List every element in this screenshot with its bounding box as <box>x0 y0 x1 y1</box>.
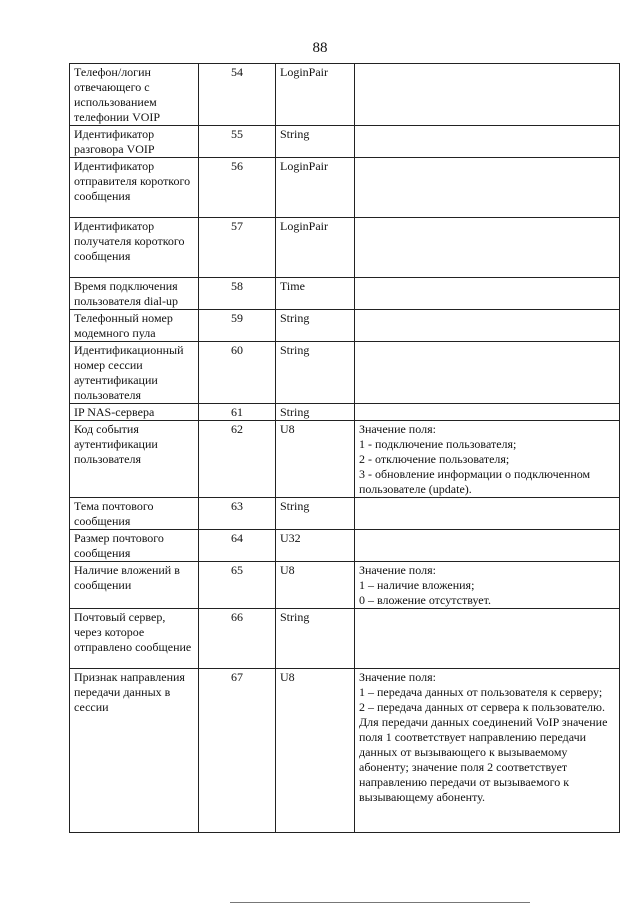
field-name-cell: Код события аутентификации пользователя <box>70 421 199 498</box>
table-row <box>70 609 620 669</box>
table-row <box>70 530 620 562</box>
field-type-cell: LoginPair <box>276 64 355 126</box>
description-line: 2 – передача данных от сервера к пользователю. <box>359 700 605 714</box>
table-row <box>70 64 620 126</box>
field-name-cell: Размер почтового сообщения <box>70 530 199 562</box>
description-line: Значение поля: <box>359 563 436 577</box>
description-line: 1 – наличие вложения; <box>359 578 475 592</box>
table-row <box>70 669 620 833</box>
field-type-cell: String <box>276 609 355 669</box>
description-line: Для передачи данных соединений VoIP значение поля 1 соответствует направлению передачи данных от вызывающего к вызываемому абоненту; значение поля 2 соответствует направлению передачи от вызываемого к вызывающему абоненту. <box>359 715 608 804</box>
field-type-cell: U8 <box>276 562 355 609</box>
field-number-cell: 64 <box>199 530 276 562</box>
table-row <box>70 404 620 421</box>
field-description-cell <box>355 498 620 530</box>
field-type-cell: LoginPair <box>276 218 355 278</box>
field-number-cell: 63 <box>199 498 276 530</box>
field-number-cell: 60 <box>199 342 276 404</box>
field-name-cell: Идентификатор разговора VOIP <box>70 126 199 158</box>
table-row <box>70 421 620 498</box>
field-number-cell: 66 <box>199 609 276 669</box>
field-type-cell: String <box>276 498 355 530</box>
field-type-cell: Time <box>276 278 355 310</box>
field-description-cell <box>355 64 620 126</box>
field-type-cell: U8 <box>276 421 355 498</box>
field-description-cell <box>355 562 620 609</box>
field-number-cell: 62 <box>199 421 276 498</box>
field-type-cell: U32 <box>276 530 355 562</box>
field-spec-table <box>69 63 620 833</box>
description-line: Значение поля: <box>359 422 436 436</box>
field-number-cell: 57 <box>199 218 276 278</box>
description-line: Значение поля: <box>359 670 436 684</box>
table-row <box>70 498 620 530</box>
field-spec-table-body <box>70 64 620 833</box>
field-description-cell <box>355 126 620 158</box>
table-row <box>70 278 620 310</box>
field-type-cell: String <box>276 310 355 342</box>
field-description-cell <box>355 218 620 278</box>
bottom-scan-line <box>230 902 530 903</box>
field-description-cell <box>355 342 620 404</box>
field-description-cell <box>355 530 620 562</box>
description-line: 2 - отключение пользователя; <box>359 452 510 466</box>
field-type-cell: String <box>276 126 355 158</box>
field-description-cell <box>355 278 620 310</box>
field-type-cell: String <box>276 342 355 404</box>
field-description-cell <box>355 404 620 421</box>
field-name-cell: Телефон/логин отвечающего с использованием телефонии VOIP <box>70 64 199 126</box>
field-name-cell: Идентификатор отправителя короткого сообщения <box>70 158 199 218</box>
field-number-cell: 65 <box>199 562 276 609</box>
field-description-cell <box>355 669 620 833</box>
page-number: 88 <box>312 40 328 56</box>
field-description-cell <box>355 310 620 342</box>
table-row <box>70 342 620 404</box>
table-row <box>70 158 620 218</box>
field-name-cell: Идентификационный номер сессии аутентификации пользователя <box>70 342 199 404</box>
field-description-cell <box>355 609 620 669</box>
table-row <box>70 310 620 342</box>
field-description-cell <box>355 158 620 218</box>
field-name-cell: IP NAS-сервера <box>70 404 199 421</box>
field-number-cell: 54 <box>199 64 276 126</box>
field-name-cell: Тема почтового сообщения <box>70 498 199 530</box>
description-line: 1 - подключение пользователя; <box>359 437 517 451</box>
table-row <box>70 126 620 158</box>
description-line: 1 – передача данных от пользователя к серверу; <box>359 685 603 699</box>
table-row <box>70 218 620 278</box>
field-name-cell: Телефонный номер модемного пула <box>70 310 199 342</box>
table-row <box>70 562 620 609</box>
field-number-cell: 55 <box>199 126 276 158</box>
field-description-cell <box>355 421 620 498</box>
field-type-cell: U8 <box>276 669 355 833</box>
field-number-cell: 59 <box>199 310 276 342</box>
field-name-cell: Почтовый сервер, через которое отправлено сообщение <box>70 609 199 669</box>
description-line: 0 – вложение отсутствует. <box>359 593 491 607</box>
field-name-cell: Наличие вложений в сообщении <box>70 562 199 609</box>
field-name-cell: Идентификатор получателя короткого сообщения <box>70 218 199 278</box>
field-type-cell: String <box>276 404 355 421</box>
field-number-cell: 58 <box>199 278 276 310</box>
field-name-cell: Признак направления передачи данных в сессии <box>70 669 199 833</box>
field-number-cell: 61 <box>199 404 276 421</box>
description-line: 3 - обновление информации о подключенном пользователе (update). <box>359 467 591 496</box>
field-type-cell: LoginPair <box>276 158 355 218</box>
field-number-cell: 56 <box>199 158 276 218</box>
field-number-cell: 67 <box>199 669 276 833</box>
field-name-cell: Время подключения пользователя dial-up <box>70 278 199 310</box>
